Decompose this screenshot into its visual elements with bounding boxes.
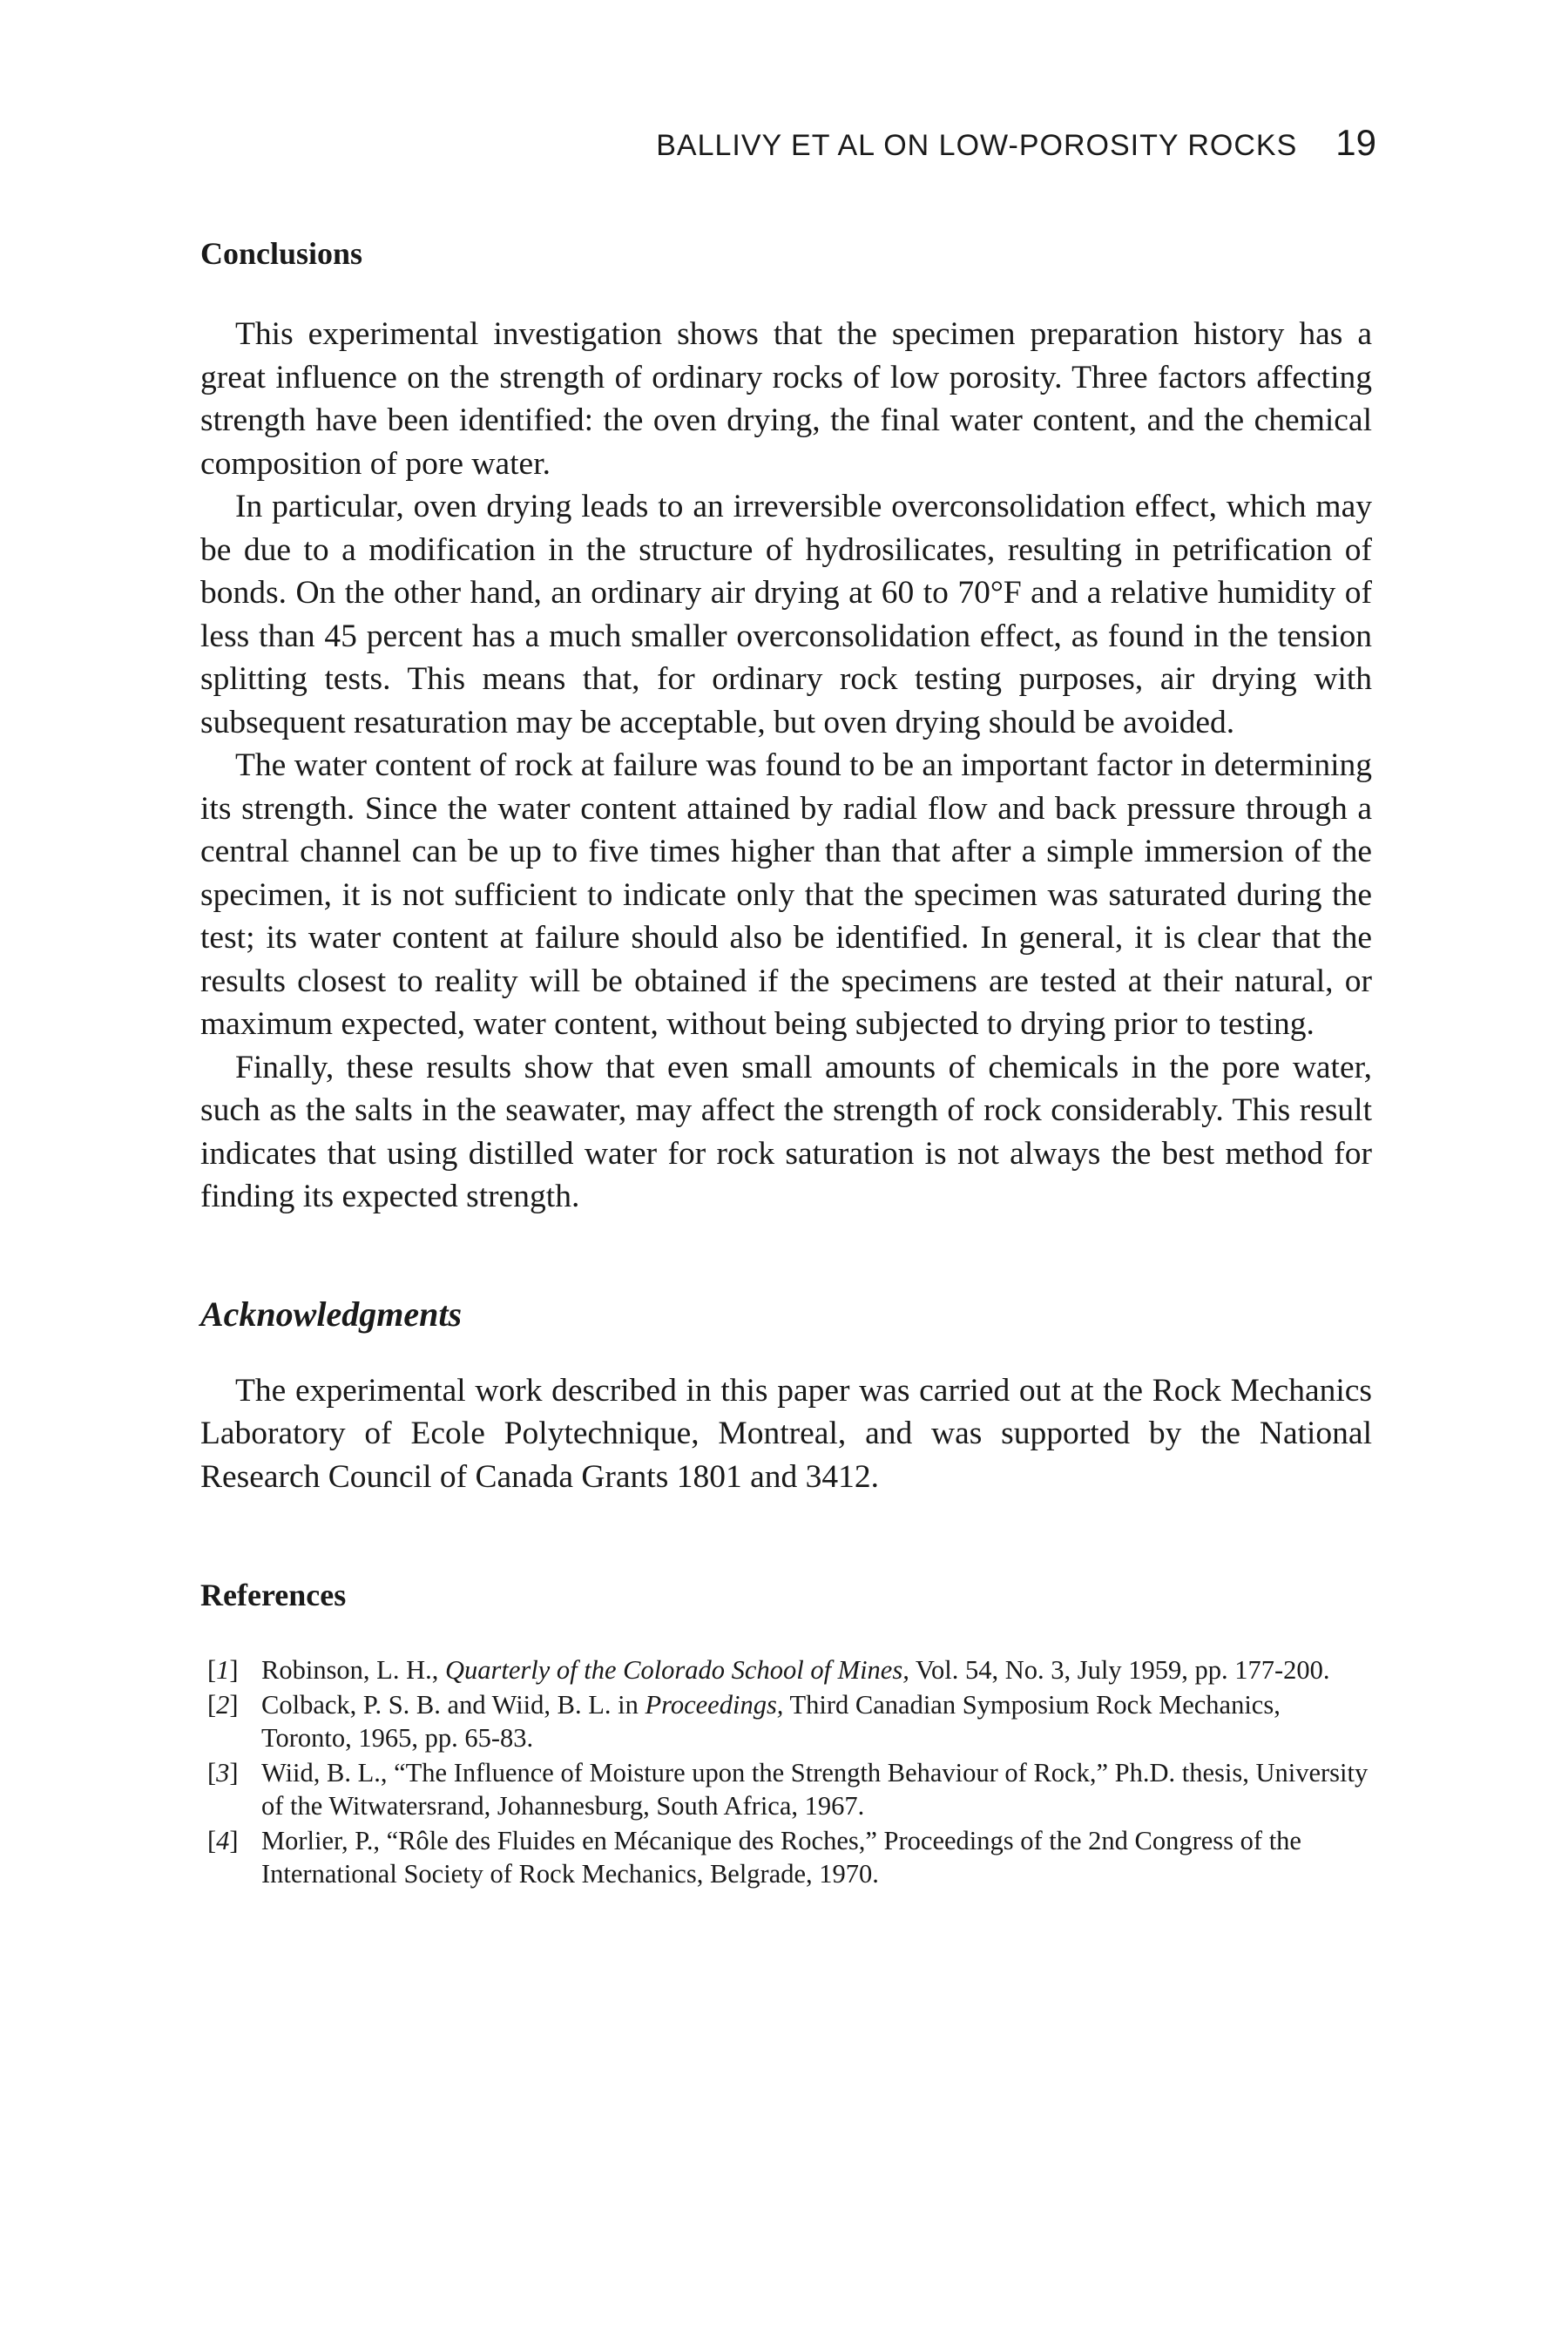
reference-item (200, 1653, 1372, 1686)
conclusions-section (200, 235, 1372, 1219)
conclusions-paragraph-1: This experimental investigation shows that the specimen preparation history has a great influence on the strength of ordinary rocks of low porosity. Three factors affecting strength have been identified: the oven drying, the final water content, and the chemical composition of pore water. (200, 316, 1372, 482)
reference-text: Morlier, P., “Rôle des Fluides en Mécanique des Roches,” Proceedings of the 2nd Congress of the International Society of Rock Mechanics, Belgrade, 1970. (261, 1826, 1301, 1889)
acknowledgments-heading: Acknowledgments (200, 1294, 463, 1334)
reference-number: [4] (207, 1826, 239, 1855)
conclusions-paragraph-4: Finally, these results show that even small amounts of chemicals in the pore water, such as the salts in the seawater, may affect the strength of rock considerably. This result indicates that using distilled water for rock saturation is not always the best method for finding its expected strength. (200, 1049, 1372, 1214)
reference-text: Colback, P. S. B. and Wiid, B. L. in Proceedings, Third Canadian Symposium Rock Mechanics, Toronto, 1965, pp. 65-83. (261, 1690, 1281, 1753)
reference-number: [2] (207, 1690, 239, 1720)
conclusions-paragraph-3: The water content of rock at failure was found to be an important factor in determining its strength. Since the water content attained by radial flow and back pressure through a central channel can be up to five times higher than that after a simple immersion of the specimen, it is not sufficient to indicate only that the specimen was saturated during the test; its water content at failure should also be identified. In general, it is clear that the results closest to reality will be obtained if the specimens are tested at their natural, or maximum expected, water content, without being subjected to drying prior to testing. (200, 747, 1372, 1042)
conclusions-paragraph-2: In particular, oven drying leads to an irreversible overconsolidation effect, which may be due to a modification in the structure of hydrosilicates, resulting in petrification of bonds. On the other hand, an ordinary air drying at 60 to 70°F and a relative humidity of less than 45 percent has a much smaller overconsolidation effect, as found in the tension splitting tests. This means that, for ordinary rock testing purposes, air drying with subsequent resaturation may be acceptable, but oven drying should be avoided. (200, 489, 1372, 740)
running-head-title: BALLIVY ET AL ON LOW-POROSITY ROCKS (656, 129, 1298, 162)
reference-text: Robinson, L. H., Quarterly of the Colorado School of Mines, Vol. 54, No. 3, July 1959, pp. 177-200. (261, 1655, 1330, 1685)
main-content (200, 235, 1372, 1892)
reference-item (200, 1824, 1372, 1890)
references-section (200, 1577, 1372, 1890)
running-head (601, 122, 1376, 164)
references-heading: References (200, 1578, 347, 1612)
conclusions-heading: Conclusions (200, 236, 363, 271)
reference-number: [1] (207, 1655, 239, 1685)
reference-text: Wiid, B. L., “The Influence of Moisture upon the Strength Behaviour of Rock,” Ph.D. thesis, University of the Witwatersrand, Johannesburg, South Africa, 1967. (261, 1758, 1369, 1821)
page-number: 19 (1335, 122, 1376, 163)
reference-item (200, 1688, 1372, 1754)
acknowledgments-paragraph: The experimental work described in this paper was carried out at the Rock Mechanics Laboratory of Ecole Polytechnique, Montreal, and was supported by the National Research Council of Canada Grants 1801 and 3412. (200, 1372, 1372, 1495)
reference-number: [3] (207, 1758, 239, 1788)
references-list (200, 1653, 1372, 1890)
acknowledgments-section (200, 1294, 1372, 1499)
reference-item (200, 1756, 1372, 1822)
